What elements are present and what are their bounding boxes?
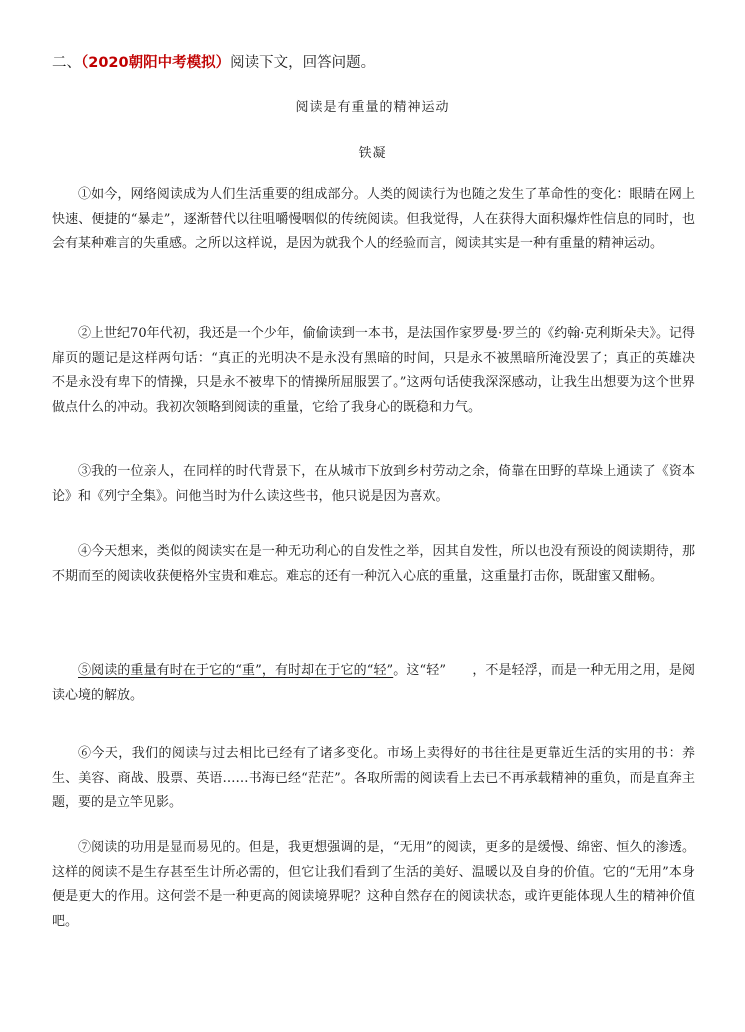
paragraph-4: ④今天想来，类似的阅读实在是一种无功利心的自发性之举，因其自发性，所以也没有预设的阅读期待，那不期而至的阅读收获便格外宝贵和难忘。难忘的还有一种沉入心底的重量，这重量打击你，既甜蜜又酣畅。 xyxy=(52,544,695,584)
paragraph-5 xyxy=(52,659,695,708)
paragraph-6: ⑥今天，我们的阅读与过去相比已经有了诸多变化。市场上卖得好的书往往是更靠近生活的实用的书：养生、美容、商战、股票、英语……书海已经“茫茫”。各取所需的阅读看上去已不再承载精神的重负，而是直奔主题，要的是立竿见影。 xyxy=(52,746,695,810)
paragraph-5-rest: 。这“轻” ，不是轻浮，而是一种无用之用，是阅读心境的解放。 xyxy=(52,663,695,703)
underlined-sentence: ⑤阅读的重量有时在于它的“重”，有时却在于它的“轻” xyxy=(78,663,394,678)
article-author: 铁凝 xyxy=(358,146,387,161)
question-instruction: 阅读下文，回答问题。 xyxy=(230,55,376,71)
paragraph-7: ⑦阅读的功用是显而易见的。但是，我更想强调的是，“无用”的阅读，更多的是缓慢、绵密、恒久的渗透。这样的阅读不是生存甚至生计所必需的，但它让我们看到了生活的美好、温暖以及自身的价值。它的“无用”本身便是更大的作用。这何尝不是一种更高的阅读境界呢？这种自然存在的阅读状态，或许更能体现人生的精神价值吧。 xyxy=(52,840,695,929)
paragraph-1: ①如今，网络阅读成为人们生活重要的组成部分。人类的阅读行为也随之发生了革命性的变化：眼睛在网上快速、便捷的“暴走”，逐渐替代以往咀嚼慢咽似的传统阅读。但我觉得，人在获得大面积爆炸性信息的同时，也会有某种难言的失重感。之所以这样说，是因为就我个人的经验而言，阅读其实是一种有重量的精神运动。 xyxy=(52,187,695,251)
paragraph-2: ②上世纪70年代初，我还是一个少年，偷偷读到一本书，是法国作家罗曼·罗兰的《约翰·克利斯朵夫》。记得扉页的题记是这样两句话：“真正的光明决不是永没有黑暗的时间，只是永不被黑暗所淹没罢了；真正的英雄决不是永没有卑下的情操，只是永不被卑下的情操所屈服罢了。”这两句话使我深深感动，让我生出想要为这个世界做点什么的冲动。我初次领略到阅读的重量，它给了我身心的既稳和力气。 xyxy=(52,326,695,415)
article-title: 阅读是有重量的精神运动 xyxy=(295,100,450,115)
question-number: 二、 xyxy=(52,55,81,71)
paragraph-3: ③我的一位亲人，在同样的时代背景下，在从城市下放到乡村劳动之余，倚靠在田野的草垛上通读了《资本论》和《列宁全集》。问他当时为什么读这些书，他只说是因为喜欢。 xyxy=(52,464,695,504)
question-header xyxy=(52,52,375,74)
question-source: （2020朝阳中考模拟） xyxy=(81,55,231,71)
